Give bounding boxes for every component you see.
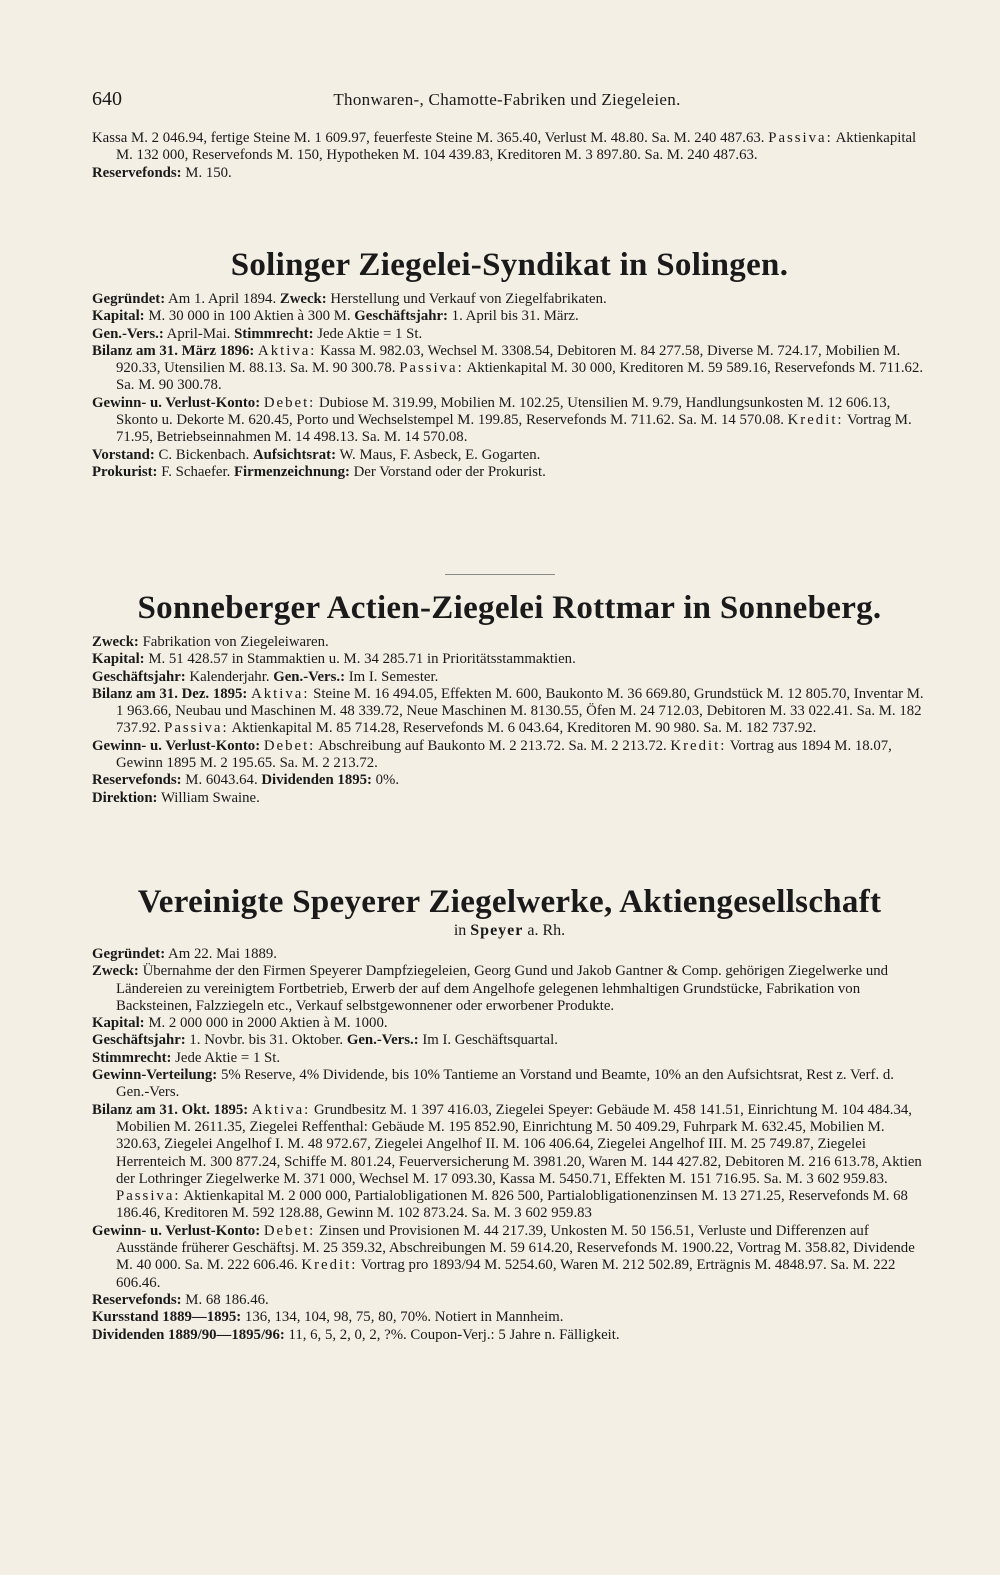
page-number: 640 — [92, 88, 122, 110]
bilanz-text: Grundbesitz M. 1 397 416.03, Ziegelei Speyer: Gebäude M. 458 141.51, Einrichtung M. 104 484.34, Mobilien M. 2611.35, Ziegelei Reffenthal: Gebäude M. 195 852.90, Einrichtung M. 50 409.29, Fuhrpark M. 632.45, Mobilien M. 320.63, Ziegelei Angelhof I. M. 48 972.67, Ziegelei Angelhof II. M. 106 406.64, Ziegelei Angelhof III. M. 25 749.87, Ziegelei Herrenteich M. 300 877.24, Schiffe M. 801.24, Feuerversicherung M. 3981.20, Waren M. 144 427.82, Debitoren M. 216 613.78, Aktien der Lothringer Ziegelwerke M. 371 000, Wechsel M. 17 093.30, Kassa M. 5450.71, Effekten M. 151 716.95. Sa. M. 3 602 959.83. — [116, 1101, 922, 1187]
company-title: Solinger Ziegelei-Syndikat in Solingen. — [230, 247, 789, 283]
kapital-value: M. 30 000 in 100 Aktien à 300 M. — [148, 308, 351, 325]
direktion-value: William Swaine. — [160, 789, 260, 806]
gegruendet-label: Gegründet: — [92, 291, 166, 307]
profit-loss-account — [92, 1223, 927, 1292]
stimm-value: Jede Aktie = 1 St. — [175, 1049, 281, 1066]
passiva-label: Passiva: — [399, 360, 464, 377]
company-subtitle — [92, 922, 927, 940]
gegruendet-label: Gegründet: — [92, 946, 166, 962]
bilanz-text: Steine M. 16 494.05, Effekten M. 600, Baukonto M. 36 669.80, Grundstück M. 12 805.70, Inventar M. 1 963.66, Neubau und Maschinen M. 48 339.72, Neue Maschinen M. 8130.55, Öfen M. 24 712.03, Debitoren M. 33 022.41. Sa. M. 182 737.92. — [116, 685, 924, 737]
kredit-label: Kredit: — [301, 1257, 358, 1274]
aktiva-label: Aktiva: — [251, 1101, 311, 1118]
company-sonneberger — [92, 588, 927, 807]
fiscal-line — [92, 1032, 927, 1049]
founded-line — [92, 291, 927, 308]
aufsicht-value: W. Maus, F. Asbeck, E. Gogarten. — [339, 446, 541, 463]
reserve-label: Reservefonds: — [92, 1291, 182, 1308]
passiva-label: Passiva: — [164, 720, 229, 737]
company-title: Vereinigte Speyerer Ziegelwerke, Aktiengesellschaft — [137, 884, 882, 920]
kredit-label: Kredit: — [787, 412, 844, 429]
debet-text: Dubiose M. 319.99, Mobilien M. 102.25, Utensilien M. 9.79, Handlungsunkosten M. 12 606.13, Skonto u. Dekorte M. 620.45, Porto und Wechselstempel M. 199.85, Reservefonds M. 711.62. Sa. M. 14 570.08. — [116, 394, 891, 429]
bilanz-text: Kassa M. 982.03, Wechsel M. 3308.54, Debitoren M. 84 277.58, Diverse M. 724.17, Mobilien M. 920.33, Utensilien M. 88.13. Sa. M. 90 300.78. — [116, 342, 901, 377]
gewinnvert-value: 5% Reserve, 4% Dividende, bis 10% Tantieme an Vorstand und Beamte, 10% an den Aufsichtsrat, Rest z. Verf. d. Gen.-Vers. — [116, 1067, 894, 1101]
gegruendet-value: Am 22. Mai 1889. — [168, 946, 277, 962]
firma-value: Der Vorstand oder der Prokurist. — [353, 463, 546, 480]
kapital-value: M. 51 428.57 in Stammaktien u. M. 34 285.71 in Prioritätsstammaktien. — [148, 651, 576, 668]
company-solinger — [92, 245, 927, 481]
dividends-line — [92, 1327, 927, 1344]
passiva-text: Aktienkapital M. 30 000, Kreditoren M. 59 589.16, Reservefonds M. 711.62. Sa. M. 90 300.78. — [116, 360, 924, 394]
page-header — [92, 88, 922, 116]
dividende-label: Dividenden 1895: — [261, 772, 372, 789]
aufsicht-label: Aufsichtsrat: — [252, 446, 337, 463]
stimm-value: Jede Aktie = 1 St. — [317, 325, 423, 342]
signature-line — [92, 464, 927, 481]
company-speyerer — [92, 882, 927, 1344]
bilanz-label: Bilanz am 31. Dez. 1895: — [92, 685, 248, 702]
kapital-label: Kapital: — [92, 1015, 145, 1032]
purpose-line — [92, 963, 927, 1015]
reserve-label: Reservefonds: — [92, 164, 182, 181]
bilanz-label: Bilanz am 31. Okt. 1895: — [92, 1101, 249, 1118]
voting-line — [92, 1050, 927, 1067]
subtitle-pre: in — [453, 922, 467, 939]
guv-label: Gewinn- u. Verlust-Konto: — [92, 394, 261, 411]
aktiva-label: Aktiva: — [251, 685, 310, 702]
passiva-label: Passiva: — [116, 1188, 181, 1205]
reserve-value: M. 6043.64. — [185, 772, 258, 789]
stimm-label: Stimmrecht: — [92, 1049, 172, 1066]
reserve-line — [92, 772, 927, 789]
kurs-label: Kursstand 1889—1895: — [92, 1309, 242, 1326]
gj-label: Geschäftsjahr: — [92, 1032, 186, 1049]
debet-label: Debet: — [263, 1222, 316, 1239]
reserve-value: M. 68 186.46. — [185, 1291, 269, 1308]
company-title: Sonneberger Actien-Ziegelei Rottmar in Sonneberg. — [137, 590, 882, 626]
gv-label: Gen.-Vers.: — [92, 325, 164, 342]
reserve-line — [92, 1292, 927, 1309]
gj-value: 1. Novbr. bis 31. Oktober. — [189, 1032, 344, 1049]
zweck-value: Übernahme der den Firmen Speyerer Dampfziegeleien, Georg Gund und Jakob Gantner & Comp. gehörigen Ziegelwerke und Ländereien zu vereinigtem Fortbetrieb, Erwerb der auf dem Angelhofe gelegenen lehmhaltigen Grundstücke, Fabrikation von Backsteinen, Falzziegeln etc., Verkauf selbstgewonnener oder erworbener Produkte. — [116, 963, 889, 1014]
line3: M. 104 439.83, Kreditoren M. 3 897.80. Sa. M. 240 487.63. — [402, 147, 758, 164]
gj-value: 1. April bis 31. März. — [451, 308, 579, 325]
subtitle-post: a. Rh. — [527, 922, 566, 939]
board-line — [92, 447, 927, 464]
kurs-value: 136, 134, 104, 98, 75, 80, 70%. Notiert in Mannheim. — [244, 1309, 564, 1326]
fiscal-line — [92, 669, 927, 686]
line1: Kassa M. 2 046.94, fertige Steine M. 1 609.97, feuerfeste Steine M. 365.40, Verlust M. 48.80. — [92, 130, 648, 146]
debet-label: Debet: — [263, 394, 316, 411]
dividende-value: 0%. — [375, 772, 400, 789]
guv-label: Gewinn- u. Verlust-Konto: — [92, 1222, 261, 1239]
carryover-entry — [92, 130, 927, 182]
carryover-reserve — [92, 165, 927, 182]
zweck-value: Fabrikation von Ziegeleiwaren. — [142, 634, 329, 650]
passiva-text: Aktienkapital M. 85 714.28, Reservefonds M. 6 043.64, Kreditoren M. 90 980. Sa. M. 182 737.92. — [231, 720, 817, 737]
profit-loss-account — [92, 395, 927, 447]
debet-label: Debet: — [263, 737, 316, 754]
kredit-text: Vortrag pro 1893/94 M. 5254.60, Waren M. 212 502.89, Erträgnis M. 4848.97. Sa. M. 222 606.46. — [116, 1257, 896, 1291]
gv-label: Gen.-Vers.: — [273, 668, 346, 685]
profit-loss-account — [92, 738, 927, 773]
gj-value: Kalenderjahr. — [189, 668, 270, 685]
passiva-text: Aktienkapital M. 2 000 000, Partialobligationen M. 826 500, Partialobligationenzinsen M. 13 271.25, Reservefonds M. 68 186.46, Kreditoren M. 592 128.88, Gewinn M. 102 873.24. Sa. M. 3 602 959.83 — [116, 1188, 908, 1222]
prokurist-value: F. Schaefer. — [161, 463, 231, 480]
debet-text: Abschreibung auf Baukonto M. 2 213.72. Sa. M. 2 213.72. — [318, 737, 667, 754]
balance-sheet — [92, 1102, 927, 1223]
kapital-label: Kapital: — [92, 651, 145, 668]
reserve-value: M. 150. — [185, 164, 232, 181]
zweck-label: Zweck: — [92, 963, 139, 980]
kapital-label: Kapital: — [92, 308, 145, 325]
profit-distribution — [92, 1067, 927, 1102]
passiva-label: Passiva: — [768, 130, 833, 146]
reserve-label: Reservefonds: — [92, 772, 182, 789]
vorstand-label: Vorstand: — [92, 446, 155, 463]
gj-label: Geschäftsjahr: — [92, 668, 186, 685]
gewinnvert-label: Gewinn-Verteilung: — [92, 1067, 218, 1084]
section-divider — [445, 574, 555, 575]
share-price-line — [92, 1309, 927, 1326]
kredit-text: Vortrag M. 71.95, Betriebseinnahmen M. 14 498.13. Sa. M. 14 570.08. — [116, 412, 912, 446]
kapital-value: M. 2 000 000 in 2000 Aktien à M. 1000. — [148, 1015, 388, 1032]
stimm-label: Stimmrecht: — [234, 325, 314, 342]
meeting-line — [92, 326, 927, 343]
line2-rest: Aktienkapital M. 132 000, Reservefonds M. 150, Hypotheken — [116, 130, 917, 164]
gegruendet-value: Am 1. April 1894. — [168, 291, 277, 307]
firma-label: Firmenzeichnung: — [234, 463, 350, 480]
management-line — [92, 790, 927, 807]
subtitle-city: Speyer — [470, 922, 524, 939]
balance-sheet — [92, 343, 927, 395]
prokurist-label: Prokurist: — [92, 463, 158, 480]
guv-label: Gewinn- u. Verlust-Konto: — [92, 737, 261, 754]
kredit-text: Vortrag aus 1894 M. 18.07, Gewinn 1895 M. 2 195.65. Sa. M. 2 213.72. — [116, 737, 892, 772]
zweck-value: Herstellung und Verkauf von Ziegelfabrikaten. — [330, 291, 607, 307]
aktiva-label: Aktiva: — [258, 342, 317, 359]
gv-value: April-Mai. — [166, 325, 231, 342]
direktion-label: Direktion: — [92, 789, 158, 806]
dividenden-label: Dividenden 1889/90—1895/96: — [92, 1326, 285, 1343]
running-title: Thonwaren-, Chamotte-Fabriken und Ziegeleien. — [333, 90, 681, 109]
capital-line — [92, 651, 927, 668]
balance-sheet — [92, 686, 927, 738]
kredit-label: Kredit: — [670, 737, 727, 754]
capital-line — [92, 308, 927, 325]
gv-label: Gen.-Vers.: — [346, 1032, 419, 1049]
bilanz-label: Bilanz am 31. März 1896: — [92, 342, 255, 359]
line2: Sa. M. 240 487.63. — [651, 130, 765, 146]
founded-line — [92, 946, 927, 963]
zweck-label: Zweck: — [92, 634, 139, 650]
gv-value: Im I. Semester. — [348, 668, 439, 685]
vorstand-value: C. Bickenbach. — [158, 446, 250, 463]
zweck-label: Zweck: — [279, 291, 327, 307]
gj-label: Geschäftsjahr: — [354, 308, 448, 325]
purpose-line — [92, 634, 927, 651]
capital-line — [92, 1015, 927, 1032]
debet-text: Zinsen und Provisionen M. 44 217.39, Unkosten M. 50 156.51, Verluste und Differenzen auf Ausstände früherer Geschäftsj. M. 25 359.32, Abschreibungen M. 59 614.20, Reservefonds M. 1900.22, Vortrag M. 358.82, Dividende M. 40 000. Sa. M. 222 606.46. — [116, 1222, 915, 1274]
dividenden-value: 11, 6, 5, 2, 0, 2, ?%. Coupon-Verj.: 5 Jahre n. Fälligkeit. — [288, 1326, 620, 1343]
carryover-paragraph — [92, 130, 927, 165]
gv-value: Im I. Geschäftsquartal. — [422, 1032, 558, 1049]
